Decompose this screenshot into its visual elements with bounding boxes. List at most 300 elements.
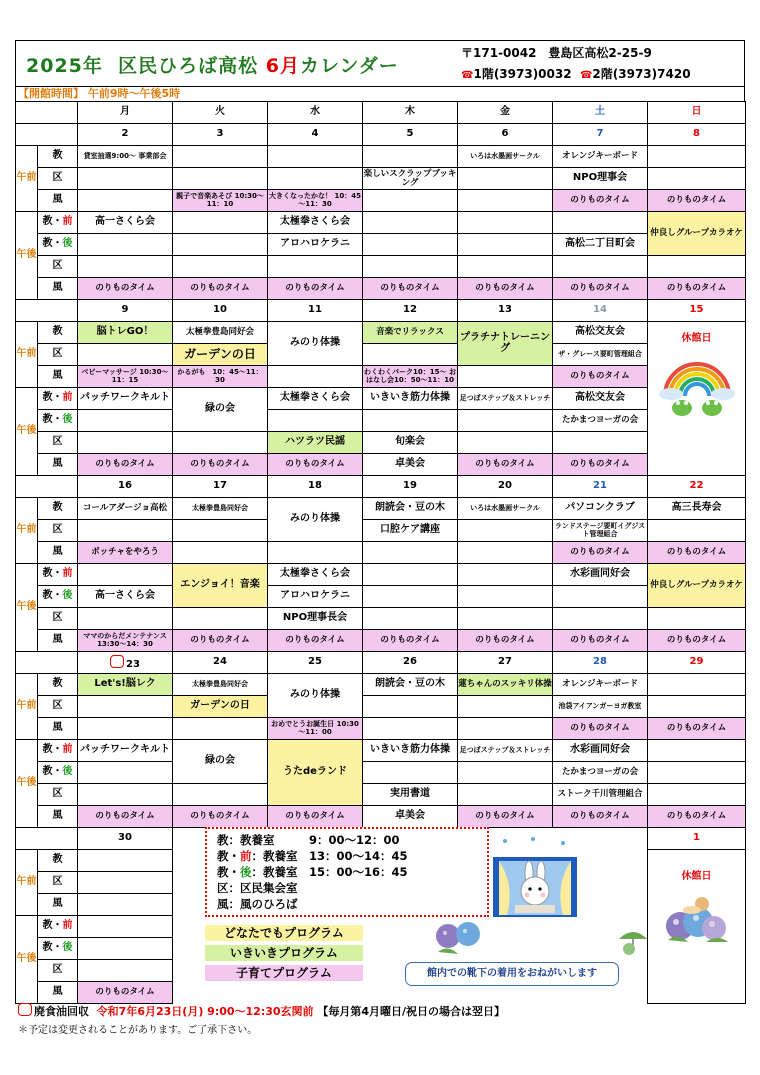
event-cell: [458, 586, 553, 608]
event-cell: 太極拳豊島同好会: [173, 498, 268, 520]
date-cell: 12: [363, 300, 458, 322]
event-cell: いきいき筋力体操: [363, 740, 458, 762]
event-cell: [648, 762, 746, 784]
event-cell: 貸室抽選9:00～ 事業部会: [78, 146, 173, 168]
date-cell: 25: [268, 652, 363, 674]
am-label: 午前: [16, 498, 38, 564]
legend-line: 教・前：教養室 13：00～14：45: [217, 849, 408, 863]
event-cell: [458, 520, 553, 542]
event-cell: [363, 344, 458, 366]
date-cell: 24: [173, 652, 268, 674]
am-label: 午前: [16, 146, 38, 212]
room-label: 教・前: [38, 916, 78, 938]
event-cell: 旬楽会: [363, 432, 458, 454]
event-cell: [458, 256, 553, 278]
event-cell: [458, 410, 553, 432]
room-label: 風: [38, 894, 78, 916]
event-cell: たかまつヨーガの会: [553, 762, 648, 784]
event-cell: [458, 366, 553, 388]
room-label: 区: [38, 872, 78, 894]
event-cell: [78, 168, 173, 190]
weekday-row: [16, 102, 746, 124]
pm-label: 午後: [16, 740, 38, 828]
event-cell: [173, 608, 268, 630]
event-cell: [458, 212, 553, 234]
event-cell: のりものタイム: [553, 454, 648, 476]
event-cell: Let's!脳レク: [78, 674, 173, 696]
date-cell: 7: [553, 124, 648, 146]
event-cell: 緑の会: [173, 388, 268, 432]
date-cell: 27: [458, 652, 553, 674]
room-row: [16, 168, 746, 190]
event-cell: [78, 520, 173, 542]
date-cell: 22: [648, 476, 746, 498]
event-cell: 池袋アイアンガーヨガ教室: [553, 696, 648, 718]
date-cell: 30: [78, 828, 173, 850]
room-row: [16, 586, 746, 608]
room-row: [16, 234, 746, 256]
room-row: [16, 674, 746, 696]
event-cell: [173, 718, 268, 740]
event-cell: いろは水墨画サークル: [458, 498, 553, 520]
event-cell: 脳トレGO！: [78, 322, 173, 344]
event-cell: 仲良しグループカラオケ: [648, 564, 746, 608]
event-cell: [78, 894, 173, 916]
date-cell: 1: [648, 828, 746, 850]
event-cell: [268, 410, 363, 432]
event-cell: [78, 696, 173, 718]
event-cell: [458, 432, 553, 454]
program-tag-everyone: どなたでもプログラム: [205, 925, 363, 941]
event-cell: [553, 256, 648, 278]
event-cell: のりものタイム: [458, 278, 553, 300]
event-cell: みのり体操: [268, 322, 363, 366]
room-row: [16, 388, 746, 410]
room-row: [16, 190, 746, 212]
room-row: [16, 740, 746, 762]
event-cell: [363, 146, 458, 168]
weekday-fri: 金: [458, 102, 553, 124]
event-cell: ガーデンの日: [173, 344, 268, 366]
event-cell: [458, 190, 553, 212]
room-row: [16, 454, 746, 476]
date-cell: 3: [173, 124, 268, 146]
event-cell: 足つぼステップ＆ストレッチ: [458, 740, 553, 762]
date-cell: 11: [268, 300, 363, 322]
closed-day-label: 休館日: [681, 870, 712, 882]
room-row: [16, 498, 746, 520]
program-tag-active: いきいきプログラム: [205, 945, 363, 961]
event-cell: 大きくなったかな！ 10：45～11：30: [268, 190, 363, 212]
event-cell: のりものタイム: [363, 630, 458, 652]
event-cell: [173, 784, 268, 806]
date-cell: 14: [553, 300, 648, 322]
event-cell: おめでとうお誕生日 10:30～11：00: [268, 718, 363, 740]
oil-collection-notice: 廃食油回収 令和7年6月23日(月) 9:00～12:30玄関前 【毎月第4月曜日/祝日の場合は翌日】: [18, 1003, 505, 1019]
phone-icon: ☎: [461, 70, 474, 81]
change-disclaimer: ＊予定は変更されることがあります。ご了承下さい。: [18, 1025, 258, 1036]
event-cell: [173, 212, 268, 234]
room-label: 教・後: [38, 586, 78, 608]
weekday-mon: 月: [78, 102, 173, 124]
date-row: [16, 124, 746, 146]
hydrangea-icon: [430, 918, 490, 958]
event-cell: [363, 234, 458, 256]
address: 〒171-0042 豊島区高松2-25-9: [461, 46, 652, 60]
event-cell: [78, 432, 173, 454]
room-row: [16, 542, 746, 564]
event-cell: [78, 850, 173, 872]
event-cell: ザ・グレース要町管理組合: [553, 344, 648, 366]
event-cell: のりものタイム: [553, 718, 648, 740]
event-cell: のりものタイム: [553, 630, 648, 652]
event-cell: [648, 520, 746, 542]
event-cell: [363, 586, 458, 608]
event-cell: のりものタイム: [268, 806, 363, 828]
event-cell: のりものタイム: [458, 630, 553, 652]
event-cell: ボッチャをやろう: [78, 542, 173, 564]
event-cell: [268, 168, 363, 190]
event-cell: のりものタイム: [648, 542, 746, 564]
room-row: [16, 344, 746, 366]
room-label: 風: [38, 190, 78, 212]
event-cell: [363, 762, 458, 784]
event-cell: のりものタイム: [648, 630, 746, 652]
closed-day-label: 休館日: [681, 332, 712, 344]
event-cell: 高松交友会: [553, 322, 648, 344]
room-row: [16, 322, 746, 344]
event-cell: 足つぼステップ＆ストレッチ: [458, 388, 553, 410]
room-label: 教・前: [38, 740, 78, 762]
date-cell: 26: [363, 652, 458, 674]
closed-day-cell: [648, 322, 746, 476]
room-row: [16, 608, 746, 630]
event-cell: [268, 256, 363, 278]
event-cell: [78, 344, 173, 366]
event-cell: 蓮ちゃんのスッキリ体操: [458, 674, 553, 696]
hydrangea-snail-icon: [658, 892, 736, 948]
program-tag-childcare: 子育てプログラム: [205, 965, 363, 981]
room-label: 区: [38, 168, 78, 190]
event-cell: [458, 784, 553, 806]
room-label: 教・後: [38, 938, 78, 960]
room-label: 風: [38, 366, 78, 388]
event-cell: [173, 234, 268, 256]
event-cell: 朗読会・豆の木: [363, 498, 458, 520]
event-cell: [363, 190, 458, 212]
event-cell: [78, 916, 173, 938]
event-cell: コールアダージョ高松: [78, 498, 173, 520]
am-label: 午前: [16, 850, 38, 916]
event-cell: [173, 432, 268, 454]
room-row: [16, 696, 746, 718]
room-row: [16, 366, 746, 388]
event-cell: [173, 146, 268, 168]
room-row: [16, 146, 746, 168]
event-cell: のりものタイム: [78, 454, 173, 476]
event-cell: [78, 564, 173, 586]
event-cell: 高一さくら会: [78, 212, 173, 234]
room-label: 教・後: [38, 234, 78, 256]
date-cell: 6: [458, 124, 553, 146]
room-label: 風: [38, 630, 78, 652]
date-row: [16, 652, 746, 674]
event-cell: エンジョイ！音楽: [173, 564, 268, 608]
event-cell: 親子で音楽あそび 10:30～11：10: [173, 190, 268, 212]
room-row: [16, 762, 746, 784]
event-cell: ベビーマッサージ 10:30～11：15: [78, 366, 173, 388]
event-cell: [553, 432, 648, 454]
legend-line: 風：風のひろば: [217, 897, 298, 911]
event-cell: 高三長寿会: [648, 498, 746, 520]
event-cell: [78, 960, 173, 982]
event-cell: [268, 366, 363, 388]
date-row: [16, 476, 746, 498]
date-cell: 29: [648, 652, 746, 674]
event-cell: パソコンクラブ: [553, 498, 648, 520]
event-cell: [458, 542, 553, 564]
event-cell: のりものタイム: [458, 454, 553, 476]
frog-umbrella-icon: [615, 925, 651, 957]
event-cell: [363, 718, 458, 740]
event-cell: のりものタイム: [173, 278, 268, 300]
event-cell: [648, 256, 746, 278]
room-label: 区: [38, 432, 78, 454]
event-cell: [363, 542, 458, 564]
weekday-thu: 木: [363, 102, 458, 124]
event-cell: 卓美会: [363, 806, 458, 828]
am-label: 午前: [16, 674, 38, 740]
event-cell: [648, 784, 746, 806]
event-cell: 音楽でリラックス: [363, 322, 458, 344]
date-cell: 15: [648, 300, 746, 322]
legend-line: 区：区民集会室: [217, 881, 298, 895]
event-cell: [363, 256, 458, 278]
date-cell: 10: [173, 300, 268, 322]
room-label: 風: [38, 982, 78, 1004]
room-label: 風: [38, 454, 78, 476]
event-cell: のりものタイム: [648, 278, 746, 300]
event-cell: [78, 410, 173, 432]
event-cell: のりものタイム: [173, 806, 268, 828]
event-cell: のりものタイム: [363, 278, 458, 300]
event-cell: NPO理事長会: [268, 608, 363, 630]
calendar-header: [15, 40, 745, 87]
date-cell: 13: [458, 300, 553, 322]
room-label: 風: [38, 278, 78, 300]
event-cell: のりものタイム: [553, 806, 648, 828]
event-cell: [173, 168, 268, 190]
room-label: 教: [38, 674, 78, 696]
weekday-wed: 水: [268, 102, 363, 124]
event-cell: のりものタイム: [648, 190, 746, 212]
event-cell: オレンジキーボード: [553, 146, 648, 168]
event-cell: [78, 872, 173, 894]
event-cell: [458, 762, 553, 784]
event-cell: [363, 696, 458, 718]
event-cell: [458, 564, 553, 586]
event-cell: パッチワークキルト: [78, 740, 173, 762]
event-cell: たかまつヨーガの会: [553, 410, 648, 432]
event-cell: いろは水墨画サークル: [458, 146, 553, 168]
room-label: 区: [38, 520, 78, 542]
room-row: [16, 718, 746, 740]
event-cell: [78, 762, 173, 784]
event-cell: [648, 740, 746, 762]
event-cell: NPO理事会: [553, 168, 648, 190]
room-label: 区: [38, 696, 78, 718]
room-label: 教: [38, 498, 78, 520]
event-cell: [78, 718, 173, 740]
rabbit-window-icon: [485, 835, 585, 925]
event-cell: ランドステージ要町イグジスト管理組合: [553, 520, 648, 542]
event-cell: のりものタイム: [268, 278, 363, 300]
date-cell: 9: [78, 300, 173, 322]
event-cell: [173, 542, 268, 564]
date-cell: 20: [458, 476, 553, 498]
event-cell: ママのからだメンテナンス 13:30～14：30: [78, 630, 173, 652]
event-cell: のりものタイム: [458, 806, 553, 828]
event-cell: のりものタイム: [648, 718, 746, 740]
event-cell: みのり体操: [268, 674, 363, 718]
pm-label: 午後: [16, 916, 38, 1004]
date-cell: 19: [363, 476, 458, 498]
event-cell: アロハロケラニ: [268, 234, 363, 256]
event-cell: のりものタイム: [173, 630, 268, 652]
closed-day-cell: [648, 850, 746, 1004]
event-cell: 緑の会: [173, 740, 268, 784]
room-row: [16, 432, 746, 454]
event-cell: みのり体操: [268, 498, 363, 542]
opening-hours: 【開館時間】 午前9時～午後5時: [15, 87, 745, 101]
event-cell: かるがも 10：45～11：30: [173, 366, 268, 388]
date-cell: 28: [553, 652, 648, 674]
calendar-title: 2025年 区民ひろば高松 6月カレンダー: [26, 55, 399, 77]
date-cell: 4: [268, 124, 363, 146]
legend-line: 教：教養室 9：00～12：00: [217, 833, 400, 847]
event-cell: [648, 696, 746, 718]
event-cell: [553, 608, 648, 630]
event-cell: 朗読会・豆の木: [363, 674, 458, 696]
calendar-page: [15, 40, 745, 1036]
room-row: [16, 278, 746, 300]
date-cell: 21: [553, 476, 648, 498]
event-cell: 高一さくら会: [78, 586, 173, 608]
event-cell: 水彩画同好会: [553, 564, 648, 586]
event-cell: のりものタイム: [553, 190, 648, 212]
event-cell: いきいき筋力体操: [363, 388, 458, 410]
event-cell: 太極拳さくら会: [268, 212, 363, 234]
room-label: 区: [38, 608, 78, 630]
event-cell: [648, 146, 746, 168]
event-cell: [458, 718, 553, 740]
event-cell: 実用書道: [363, 784, 458, 806]
room-legend: [205, 827, 489, 917]
room-label: 教・前: [38, 564, 78, 586]
event-cell: 太極拳豊島同好会: [173, 674, 268, 696]
rainbow-frogs-icon: [657, 358, 737, 420]
room-label: 区: [38, 784, 78, 806]
room-label: 教: [38, 322, 78, 344]
event-cell: [363, 410, 458, 432]
room-row: [16, 212, 746, 234]
pm-label: 午後: [16, 212, 38, 300]
event-cell: [648, 674, 746, 696]
event-cell: [458, 234, 553, 256]
room-row: [16, 806, 746, 828]
event-cell: ガーデンの日: [173, 696, 268, 718]
room-row: [16, 784, 746, 806]
event-cell: [78, 256, 173, 278]
event-cell: 卓美会: [363, 454, 458, 476]
event-cell: オレンジキーボード: [553, 674, 648, 696]
event-cell: [458, 696, 553, 718]
event-cell: パッチワークキルト: [78, 388, 173, 410]
phone-icon: ☎: [579, 70, 593, 81]
room-label: 風: [38, 718, 78, 740]
event-cell: のりものタイム: [268, 454, 363, 476]
date-cell: 2: [78, 124, 173, 146]
am-label: 午前: [16, 322, 38, 388]
event-cell: うたdeランド: [268, 740, 363, 806]
oil-can-icon: [18, 1003, 32, 1016]
event-cell: 高松交友会: [553, 388, 648, 410]
socks-notice: 館内での靴下の着用をおねがいします: [405, 962, 619, 986]
room-row: [16, 410, 746, 432]
event-cell: [78, 190, 173, 212]
room-row: [16, 520, 746, 542]
event-cell: 口腔ケア講座: [363, 520, 458, 542]
event-cell: のりものタイム: [553, 366, 648, 388]
date-cell: 8: [648, 124, 746, 146]
event-cell: [78, 784, 173, 806]
event-cell: ハツラツ民謡: [268, 432, 363, 454]
room-label: 教・前: [38, 388, 78, 410]
weekday-sat: 土: [553, 102, 648, 124]
event-cell: [268, 146, 363, 168]
event-cell: [173, 520, 268, 542]
room-label: 教・前: [38, 212, 78, 234]
legend-line: 教・後：教養室 15：00～16：45: [217, 865, 408, 879]
event-cell: [363, 212, 458, 234]
date-cell: 16: [78, 476, 173, 498]
weekday-sun: 日: [648, 102, 746, 124]
room-label: 教・後: [38, 410, 78, 432]
event-cell: のりものタイム: [78, 278, 173, 300]
event-cell: ストーク千川管理組合: [553, 784, 648, 806]
event-cell: [648, 608, 746, 630]
event-cell: 水彩画同好会: [553, 740, 648, 762]
event-cell: のりものタイム: [78, 806, 173, 828]
event-cell: [363, 564, 458, 586]
date-cell: 23: [78, 652, 173, 674]
event-cell: [173, 256, 268, 278]
event-cell: わくわくパーク10：15～ おはなし会10：50～11：10: [363, 366, 458, 388]
event-cell: 太極拳さくら会: [268, 388, 363, 410]
event-cell: 太極拳豊島同好会: [173, 322, 268, 344]
event-cell: のりものタイム: [268, 630, 363, 652]
room-row: [16, 564, 746, 586]
event-cell: アロハロケラニ: [268, 586, 363, 608]
title-month: 6月: [265, 55, 300, 77]
room-label: 区: [38, 344, 78, 366]
room-label: 風: [38, 806, 78, 828]
date-row: [16, 300, 746, 322]
room-label: 教: [38, 146, 78, 168]
room-label: 区: [38, 960, 78, 982]
event-cell: のりものタイム: [553, 542, 648, 564]
event-cell: [363, 608, 458, 630]
